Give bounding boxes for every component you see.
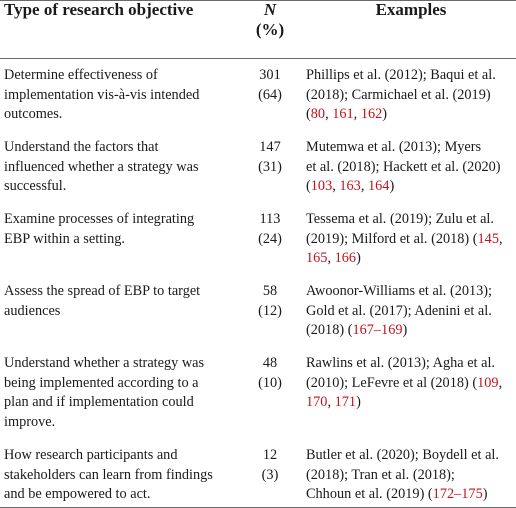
example-line: Tessema et al. (2019); Zulu et al. xyxy=(306,211,494,227)
ref-paren: ) xyxy=(356,394,361,410)
ref-link[interactable]: 145 xyxy=(477,230,499,247)
objective-line: plan and if implementation could xyxy=(4,394,194,410)
ref-paren: ) xyxy=(382,106,388,122)
ref-paren: ( xyxy=(306,178,311,194)
example-line: Mutemwa et al. (2013); Myers xyxy=(306,139,482,155)
percent-value: (31) xyxy=(258,158,282,175)
examples-cell xyxy=(306,282,516,341)
objective-line: influenced whether a strategy was xyxy=(4,158,199,175)
count-cell xyxy=(248,138,292,177)
objective-cell xyxy=(4,66,242,125)
example-line: Rawlins et al. (2013); Agha et al. xyxy=(306,355,495,371)
header-percent: (%) xyxy=(255,20,285,39)
ref-link[interactable]: 80 xyxy=(310,106,326,122)
ref-paren: ) xyxy=(356,250,361,266)
ref-link[interactable]: 171 xyxy=(334,394,357,410)
objective-cell xyxy=(4,354,242,432)
example-line: et al. (2018); Hackett et al. (2020) xyxy=(306,158,501,175)
example-line: Butler et al. (2020); Boydell et al. xyxy=(306,447,499,463)
objective-line: stakeholders can learn from findings xyxy=(4,466,213,483)
count-cell xyxy=(248,446,292,485)
objective-line: Assess the spread of EBP to target xyxy=(4,283,201,299)
ref-paren: ) xyxy=(389,178,395,194)
count-value: 12 xyxy=(262,447,278,463)
count-value: 48 xyxy=(262,355,278,371)
header-n-percent xyxy=(248,0,292,40)
objective-line: EBP within a setting. xyxy=(4,230,125,247)
ref-link[interactable]: 161 xyxy=(332,106,354,122)
objective-cell xyxy=(4,282,242,321)
ref-link[interactable]: 166 xyxy=(334,250,357,266)
example-line: Chhoun et al. (2019) ( xyxy=(306,486,433,502)
example-line: (2018); Tran et al. (2018); xyxy=(306,466,455,483)
ref-link[interactable]: 170 xyxy=(306,394,328,410)
header-n: N xyxy=(263,0,277,19)
count-value: 301 xyxy=(259,67,281,83)
percent-value: (12) xyxy=(258,302,282,319)
ref-link[interactable]: 167–169 xyxy=(352,322,403,338)
example-line: (2018); Carmichael et al. (2019) xyxy=(306,86,491,103)
objective-line: improve. xyxy=(4,413,56,430)
objective-line: successful. xyxy=(4,178,67,194)
example-line: Gold et al. (2017); Adenini et al. xyxy=(306,302,492,319)
count-value: 58 xyxy=(262,283,278,299)
ref-link[interactable]: 162 xyxy=(360,106,383,122)
objective-line: audiences xyxy=(4,302,61,319)
ref-comma: , xyxy=(498,374,503,391)
percent-value: (24) xyxy=(258,230,282,247)
examples-cell: Phillips et al. (2012); Baqui et al. (2018); Carmichael et al. (2019) (80, 161, 162) xyxy=(306,67,496,122)
ref-paren: ) xyxy=(482,486,488,502)
ref-link[interactable]: 164 xyxy=(367,178,390,194)
ref-link[interactable]: 103 xyxy=(310,178,333,194)
count-cell xyxy=(248,210,292,249)
example-line: (2018) ( xyxy=(306,322,353,338)
count-value: 147 xyxy=(259,139,281,155)
example-line: Phillips et al. (2012); Baqui et al. xyxy=(306,67,496,83)
ref-paren: ) xyxy=(402,322,408,338)
objective-line: being implemented according to a xyxy=(4,374,199,391)
percent-value: (3) xyxy=(261,466,279,483)
objective-line: How research participants and xyxy=(4,447,178,463)
objective-line: and be empowered to act. xyxy=(4,486,151,502)
count-value: 113 xyxy=(259,211,281,227)
examples-cell xyxy=(306,446,516,505)
ref-link[interactable]: 109 xyxy=(477,374,499,391)
ref-link[interactable]: 172–175 xyxy=(432,486,483,502)
examples-cell: Mutemwa et al. (2013); Myers et al. (2018); Hackett et al. (2020) (103, 163, 164) xyxy=(306,139,501,194)
example-line: (2010); LeFevre et al (2018) ( xyxy=(306,374,478,391)
objective-line: implementation vis-à-vis intended xyxy=(4,86,200,103)
ref-link[interactable]: 163 xyxy=(339,178,361,194)
ref-paren: ( xyxy=(306,106,311,122)
example-line: (2019); Milford et al. (2018) (145, xyxy=(306,230,503,247)
percent-value: (64) xyxy=(258,86,282,103)
objective-cell xyxy=(4,446,242,505)
count-cell xyxy=(248,354,292,393)
objective-cell xyxy=(4,138,242,197)
ref-link[interactable]: 165 xyxy=(306,250,328,266)
percent-value: (10) xyxy=(258,374,282,391)
count-cell xyxy=(248,66,292,105)
objective-line: Understand whether a strategy was xyxy=(4,355,205,371)
examples-cell: Rawlins et al. (2013); Agha et al. (2010); LeFevre et al (2018) (109, 170, 171) xyxy=(306,355,503,410)
objective-line: Examine processes of integrating xyxy=(4,211,195,227)
header-rule xyxy=(0,58,516,59)
header-examples: Examples xyxy=(375,0,447,19)
examples-cell: Tessema et al. (2019); Zulu et al. (2019); Milford et al. (2018) (145, 165, 166) xyxy=(306,211,503,266)
example-line: Awoonor-Williams et al. (2013); xyxy=(306,283,493,299)
objective-line: outcomes. xyxy=(4,106,63,122)
header-type-of-research-objective: Type of research objective xyxy=(4,0,194,19)
objective-cell xyxy=(4,210,242,249)
objective-line: Determine effectiveness of xyxy=(4,67,158,83)
count-cell xyxy=(248,282,292,321)
objective-line: Understand the factors that xyxy=(4,139,159,155)
